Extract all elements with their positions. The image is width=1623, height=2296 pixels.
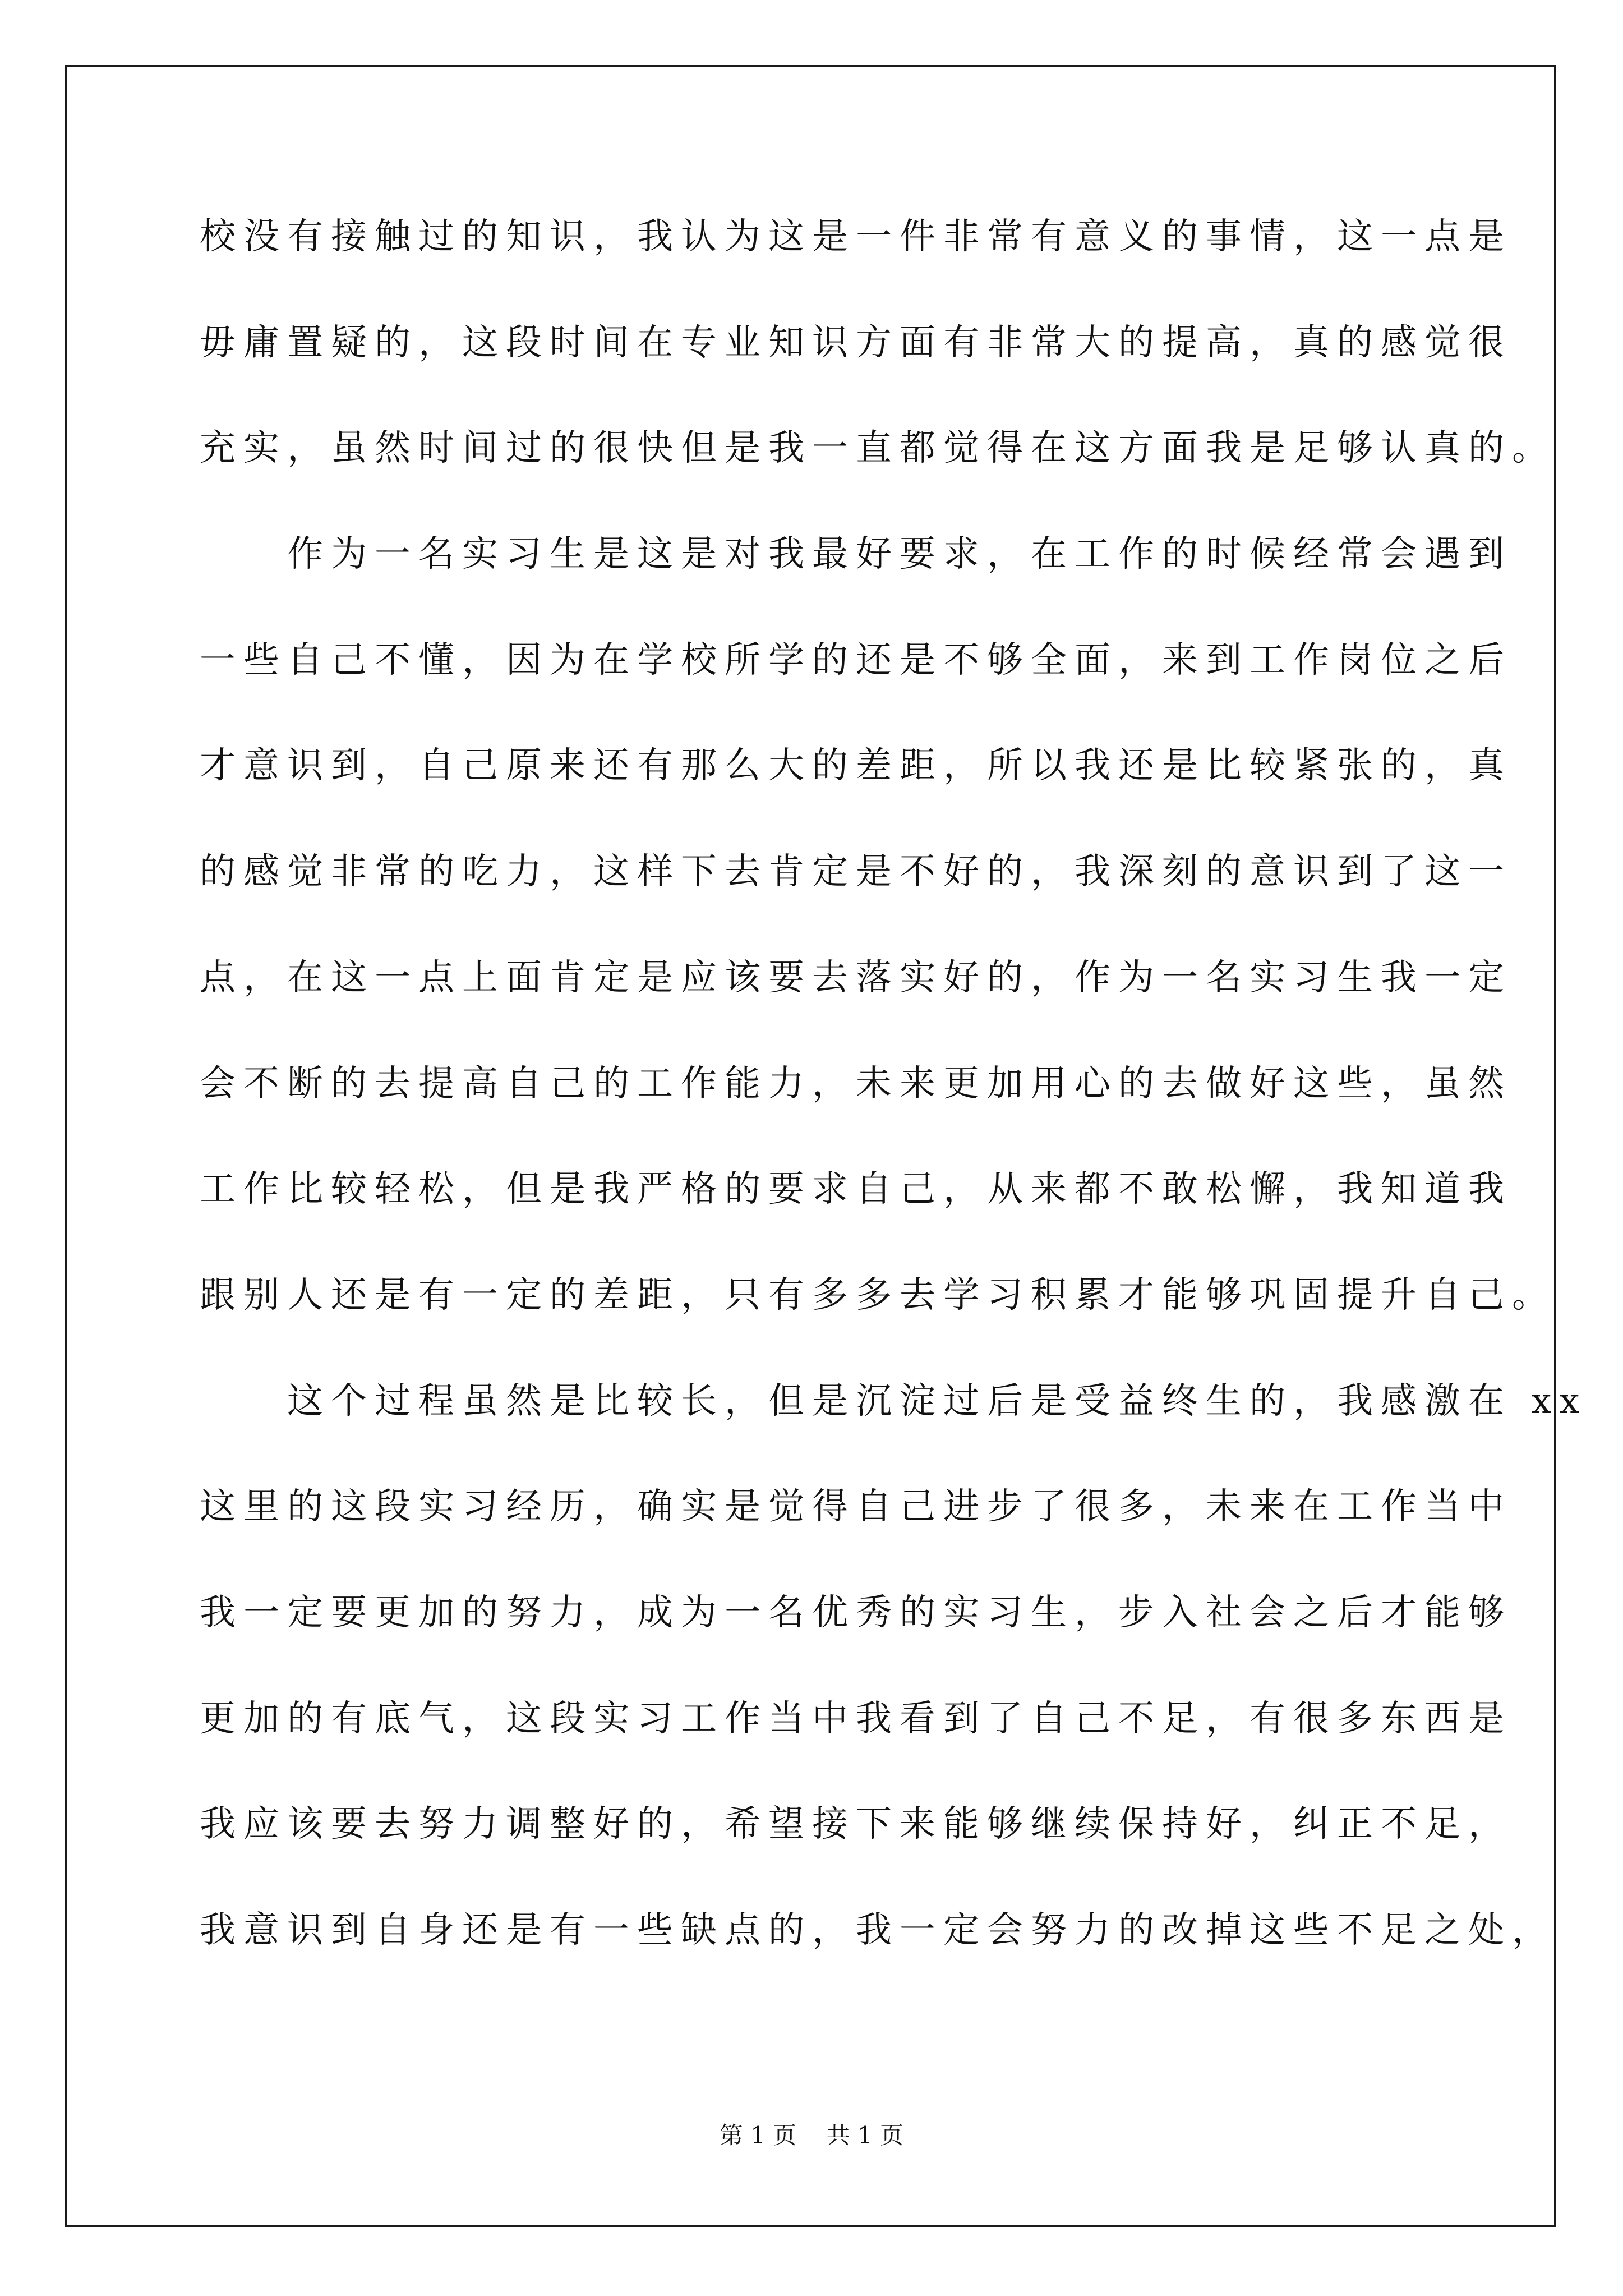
text-line: 会不断的去提高自己的工作能力，未来更加用心的去做好这些，虽然 (200, 1062, 1512, 1105)
text-line: 校没有接触过的知识，我认为这是一件非常有意义的事情，这一点是 (200, 216, 1512, 257)
text-line: 的感觉非常的吃力，这样下去肯定是不好的，我深刻的意识到了这一 (200, 851, 1512, 893)
text-line: 工作比较轻松，但是我严格的要求自己，从来都不敢松懈，我知道我 (200, 1168, 1512, 1211)
text-line: 才意识到，自己原来还有那么大的差距，所以我还是比较紧张的，真 (200, 745, 1512, 787)
text-line: 这里的这段实习经历，确实是觉得自己进步了很多，未来在工作当中 (200, 1486, 1512, 1528)
text-line: 点，在这一点上面肯定是应该要去落实好的，作为一名实习生我一定 (200, 956, 1512, 999)
text-line: 我意识到自身还是有一些缺点的，我一定会努力的改掉这些不足之处， (200, 1910, 1556, 1951)
text-line: 一些自己不懂，因为在学校所学的还是不够全面，来到工作岗位之后 (200, 639, 1512, 681)
text-line: 作为一名实习生是这是对我最好要求，在工作的时候经常会遇到 (200, 533, 1512, 576)
text-line: 更加的有底气，这段实习工作当中我看到了自己不足，有很多东西是 (200, 1697, 1512, 1740)
text-line: 我应该要去努力调整好的，希望接下来能够继续保持好，纠正不足， (200, 1803, 1512, 1846)
document-body (200, 216, 1588, 2018)
page-footer: 第 1 页 共 1 页 (719, 2122, 904, 2149)
text-line: 这个过程虽然是比较长，但是沉淀过后是受益终生的，我感激在 xx (200, 1380, 1588, 1422)
text-line: 我一定要更加的努力，成为一名优秀的实习生，步入社会之后才能够 (200, 1591, 1512, 1634)
text-line: 充实，虽然时间过的很快但是我一直都觉得在这方面我是足够认真的。 (200, 427, 1556, 470)
text-line: 毋庸置疑的，这段时间在专业知识方面有非常大的提高，真的感觉很 (200, 321, 1512, 364)
text-line: 跟别人还是有一定的差距，只有多多去学习积累才能够巩固提升自己。 (200, 1274, 1556, 1316)
